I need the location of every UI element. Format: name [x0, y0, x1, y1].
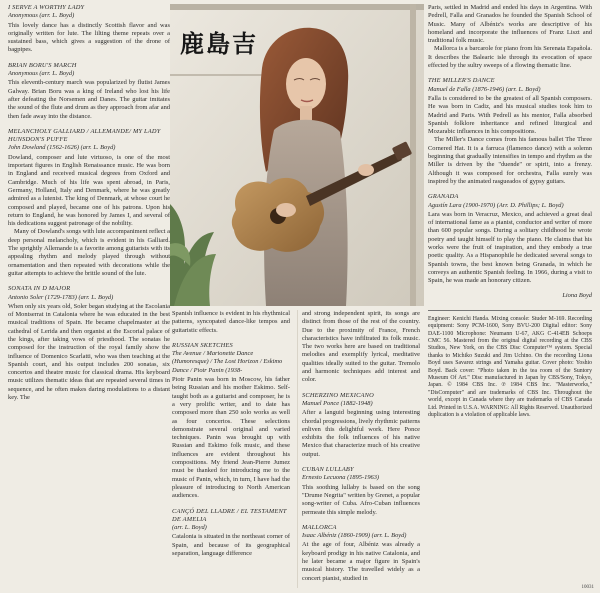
left-column — [8, 4, 170, 589]
cover-photo — [170, 4, 424, 306]
section-subtitle: The Avenue / Marionette Dance (Humoresque) / The Lost Horizon / Eskimo Dance / Piotr Panin (1938- — [172, 350, 283, 374]
calligraphy-title: 鹿島吉 — [180, 29, 258, 58]
paragraph: Dowland, composer and lute virtuoso, is one of the most important figures in English Renaissance music. He was born in England and received musical degrees from Oxford and Cambridge. Much of his life was spent abroad, in Paris, Germany, Holland, Italy and Denmark, where he was greatly admired as a lutenist. The king of Denmark, at whose court he composed and played, became one of his patrons. Upon his return to England, he was honored by James I, and several of his dedications suggest patronage of the nobility. — [8, 153, 170, 228]
section-title: MELANCHOLY GALLIARD / ALLEMANDE/ MY LADY HUNSDON'S PUFFE — [8, 127, 161, 144]
paragraph: Catalonia is situated in the northeast corner of Spain, and because of its geographical separation, language difference — [172, 533, 290, 558]
section-title: CANÇÓ DEL LLADRE / EL TESTAMENT DE AMELIA — [172, 507, 287, 523]
middle-left-column — [172, 310, 290, 590]
paragraph: The Miller's Dance comes from his famous ballet The Three Cornered Hat. It is a farruca (flamenco dance) with a solemn beginning that gradually intensifies in tempo and rhythm as the Miller is driven by the "duende" or spirit, into a frenzy. Although it was composed for orchestra, Falla surely was inspired by the animated rasgueados of gypsy guitars. — [428, 136, 592, 185]
catalog-number: 10031 — [581, 585, 594, 590]
paragraph: After a languid beginning using interesting chordal progressions, lively rhythmic patterns enliven this delightful work. Here Ponce exhibits the folk influences of his native Mexico that characterize much of his creative output. — [302, 409, 420, 458]
section-subtitle: Agustín Lara (1900-1970) (Arr. D. Phillips; L. Boyd) — [428, 201, 564, 209]
section-subtitle: Anonymous (arr. L. Boyd) — [8, 70, 75, 78]
section-title: MALLORCA — [302, 523, 337, 531]
section-title: RUSSIAN SKETCHES — [172, 341, 233, 349]
paragraph: This soothing lullaby is based on the song "Drume Negrita" written by Grenet, a popular song-writer of Cuba. Afro-Cuban influences permeate this simple melody. — [302, 483, 420, 516]
paragraph: Paris, settled in Madrid and ended his days in Argentina. With Pedrell, Falla and Granados he founded the Spanish School of Music. Many of Albéniz's works are descriptive of his homeland and incorporate the influences of Franz Liszt and traditional folk music. — [428, 4, 592, 45]
section-title: THE MILLER'S DANCE — [428, 77, 495, 85]
signature: Liona Boyd — [562, 291, 592, 299]
section-subtitle: Isaac Albéniz (1860-1909) (arr. L. Boyd) — [302, 532, 407, 540]
paragraph: This eleventh-century march was popularized by flutist James Galway. Brian Boru was a king of Ireland who lost his life after defeating the Norsemen and Danes. The guitar imitates the sound of the flute and drum as they approach from afar and then fade away into the distance. — [8, 79, 170, 120]
section-title: CUBAN LULLABY — [302, 466, 354, 474]
paragraph: At the age of four, Albéniz was already a keyboard prodigy in his native Catalonia, and he later became a major figure in Spain's musical history. The travelled widely as a concert pianist, studied in — [302, 541, 420, 582]
paragraph: Mallorca is a barcarole for piano from his Serenata Española. It describes the Balearic isle through its evocation of space effected by the sultry sweeps of a flowing thematic line. — [428, 45, 592, 70]
section-title: SCHERZINO MEXICANO — [302, 391, 374, 399]
section-subtitle: Ernesto Lecuona (1895-1963) — [302, 474, 380, 482]
section-title: GRANADA — [428, 193, 459, 201]
paragraph: Piotr Panin was born in Moscow, his father being Russian and his mother Eskimo. Self-taught both as a guitarist and composer, he is a very prolific writer, and to date has composed more than 250 solo works as well as four concertos. These selections demonstrate several original and varied techniques. Panin was brought up with Russian and Eskimo folk music, and these influences are evident throughout his compositions. My friend Jean-Pierre Jumez must be thanked for introducing me to the music of Panin, which, in turn, I have had the pleasure of introducing to North American audiences. — [172, 376, 290, 500]
section-subtitle: Anonymous (arr. L. Boyd) — [8, 12, 75, 20]
paragraph: When only six years old, Soler began studying at the Escolania of Montserrat in Catalonia where he was educated in the best musical traditions of Spain. He became chapelmaster at the cathedral of Lerida and then organist at the Escorial palace of the kings, after taking vows of priesthood. The sonatas he composed for the instruction of the royal family show the influence of Domenico Scarlatti, who was then teaching at the Spanish court, and his output includes 200 sonatas, six concertos and theatre music for classical drama. His keyboard music utilizes thematic ideas that are repeated several times in sequence, and he often makes daring modulations to a distant key. The — [8, 302, 170, 402]
paragraph: and strong independent spirit, its songs are distinct from those of the rest of the country. Due to the proximity of France, French characteristics have infiltrated its folk music. The two works here are based on traditional melodies and exemplify lyrical, meditative qualities ideally suited to the guitar. Tremolo and harmonic techniques add interest and color. — [302, 310, 420, 384]
paragraph: Spanish influence is evident in his rhythmical patterns, syncopated dance-like tempos and guitaristic effects. — [172, 310, 290, 334]
middle-right-column — [302, 310, 420, 590]
paragraph: Falla is considered to be the greatest of all Spanish composers. He was born in Cadiz, and his musical studies took him to Madrid and Paris. With Pedrell as his mentor, Falla absorbed Spanish folklore inheritance and refined liturgical and Mozarabic influences in his compositions. — [428, 94, 592, 136]
section-subtitle: Manuel Ponce (1882-1948) — [302, 399, 373, 407]
production-credits: Engineer: Kenichi Handa. Mixing console: Studer M-169. Recording equipment: Sony PCM-1600, Sony BVU-200 Digital editor: Sony DAE-1100 Microphone: Neumann U-67, AKG C-414EB Schoeps CMC 56. Mastered from the original digital recording at the CBS Studios, New York, on the CBS Disc Computer™ system. Special thanks to Michiko Suzuki and Jim Uchino. On the recording Liona Boyd uses Savarez strings and Yamaha guitar. Cover photo: Yoshio Boyd. Back cover: "Photo taken in the tea room of the Suntory Museum Of Art." Disc manufactured in Japan by CBS/Sony, Tokyo, Japan. © 1984 CBS Inc. ℗ 1984 CBS Inc. "Masterworks," "DisComputer" and are trademarks of CBS Inc. Throughout the world, except in Canada where they are trademarks of CBS Canada Ltd. Printed in U.S.A. WARNING: All Rights Reserved. Unauthorized duplication is a violation of applicable laws. — [428, 310, 592, 420]
section-subtitle: John Dowland (1562-1626) (arr. L. Boyd) — [8, 144, 116, 152]
section-title: I SERVE A WORTHY LADY — [8, 4, 85, 11]
right-column — [428, 4, 592, 589]
section-title: BRIAN BORU'S MARCH — [8, 61, 77, 69]
section-subtitle: (arr. L. Boyd) — [172, 524, 207, 532]
paragraph: Many of Dowland's songs with lute accompaniment reflect a deep personal melancholy, which is evident in his Galliard. The sprightly Allemande is a favorite among guitarists with its appealing rhythm and melody played through without ornamentation and then repeated with decorations while the guitar attempts to achieve the brittle sound of the lute. — [8, 228, 170, 277]
section-title: SONATA IN D MAJOR — [8, 285, 71, 293]
paragraph: This lovely dance has a distinctly Scottish flavor and was originally written for lute. The lilting theme repeats over a sustained bass, which gives a suggestion of the drone of bagpipes. — [8, 21, 170, 54]
paragraph: Lara was born in Veracruz, Mexico, and achieved a great deal of international fame as a pianist, conductor and writer of more than 600 popular songs. During a solitary childhood he wrote poetry and taught himself to play the piano. He claims that his works were the fruit of inspiration, and they embody a true poetic quality. As a Hispanophile he dedicated several songs to Spanish towns, the best known being Granada, in which he conveys an authentic Spanish feeling. In 1966, during a visit to Spain, he was made an honorary citizen. — [428, 210, 592, 285]
section-subtitle: Antonio Soler (1729-1783) (arr. L. Boyd) — [8, 293, 114, 301]
fold-line — [297, 310, 298, 588]
section-subtitle: Manuel de Falla (1876-1946) (arr. L. Boyd) — [428, 85, 541, 93]
